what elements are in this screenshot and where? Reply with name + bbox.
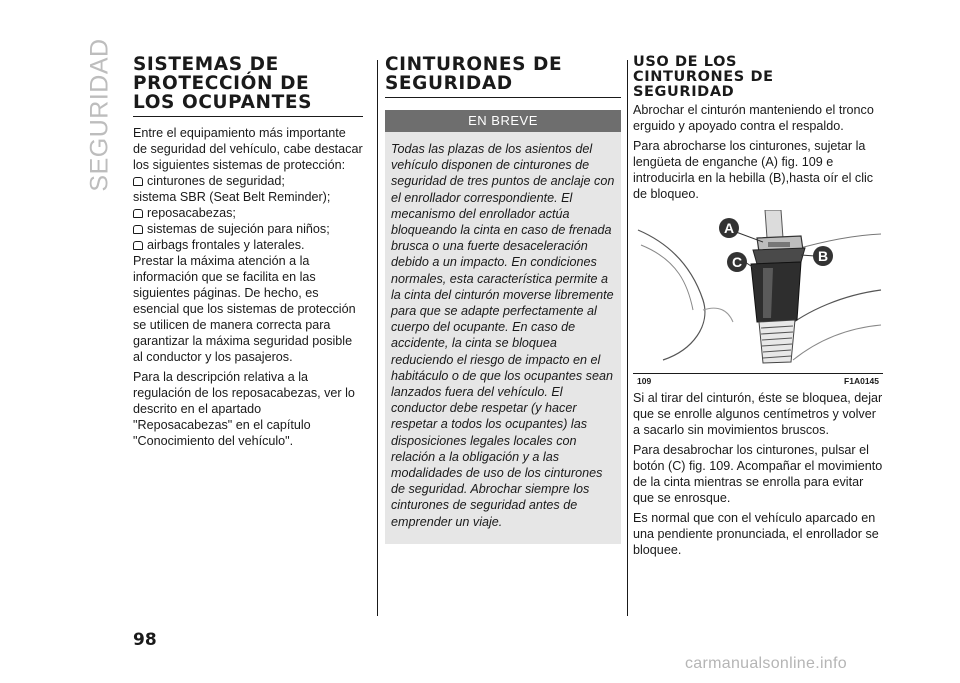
seatbelt-bullet-icon <box>133 225 143 234</box>
seatbelt-bullet-icon <box>133 241 143 250</box>
heading-protection-systems <box>133 55 363 117</box>
list-item-text: cinturones de seguridad; <box>147 174 285 188</box>
column-protection-systems <box>133 55 363 453</box>
section-side-tab <box>84 38 116 192</box>
seatbelt-bullet-icon <box>133 177 143 186</box>
heading-line-1: USO DE LOS <box>633 54 738 70</box>
slope-paragraph: Es normal que con el vehículo aparcado en una pendiente pronunciada, el enrollador se bloquee. <box>633 511 879 557</box>
belt-lock-paragraph: Si al tirar del cinturón, éste se bloquea, dejar que se enrolle algunos centímetros y volver a sacarlo sin movimientos bruscos. <box>633 391 883 437</box>
watermark: carmanualsonline.info <box>685 655 847 672</box>
callout-b: B <box>817 248 829 264</box>
heading-line-1: SISTEMAS DE <box>133 54 279 75</box>
heading-seatbelt-use <box>633 55 883 102</box>
column-seatbelts <box>385 55 621 544</box>
list-item-text: airbags frontales y laterales. <box>147 238 305 252</box>
heading-line-2: CINTURONES DE <box>633 69 774 85</box>
figure-caption <box>633 373 883 386</box>
list-item-text: sistema SBR (Seat Belt Reminder); <box>133 190 331 204</box>
in-brief-text: Todas las plazas de los asientos del vehículo disponen de cinturones de seguridad de tres puntos de anclaje con el enrollador correspondiente. El mecanismo del enrollador actúa bloqueando la cinta en caso de frenada brusca o una fuerte desaceleración debido a un impacto. En condiciones normales, esta característica permite a la cinta del cinturón moverse libremente para que se adapte perfectamente al cuerpo del ocupante. En caso de accidente, la cinta se bloquea reduciendo el riesgo de impacto en el habitáculo o de que los ocupantes sean lanzados fuera del vehículo. El conductor debe respetar (y hacer respetar a todos los ocupantes) las disposiciones legales locales con relación a la obligación y a las modalidades de uso de los cinturones de seguridad. Abrochar siempre los cinturones de seguridad antes de emprender un viaje. <box>391 142 615 529</box>
list-item-text: sistemas de sujeción para niños; <box>147 222 330 236</box>
figure-number: 109 <box>637 376 652 386</box>
in-brief-box <box>385 132 621 544</box>
protection-systems-list <box>133 173 363 253</box>
list-item <box>133 205 363 221</box>
column-divider <box>627 60 628 616</box>
fasten-paragraph: Abrochar el cinturón manteniendo el tronco erguido y apoyado contra el respaldo. <box>633 103 874 133</box>
list-item <box>133 221 363 237</box>
heading-line-1: CINTURONES DE <box>385 54 563 75</box>
intro-paragraph: Entre el equipamiento más importante de seguridad del vehículo, cabe destacar los siguientes sistemas de protección: <box>133 126 363 172</box>
unfasten-paragraph: Para desabrochar los cinturones, pulsar el botón (C) fig. 109. Acompañar el movimiento de la cinta mientras se enrolla para evitar que se enrosque. <box>633 443 883 505</box>
section-side-tab-label: SEGURIDAD <box>85 38 114 192</box>
buckle-paragraph: Para abrocharse los cinturones, sujetar la lengüeta de enganche (A) fig. 109 e introducirla en la hebilla (B),hasta oír el clic de bloqueo. <box>633 139 874 201</box>
list-item-continuation <box>133 189 363 205</box>
column-seatbelt-use <box>633 55 883 562</box>
callout-a: A <box>723 220 735 236</box>
callout-c: C <box>731 254 743 270</box>
in-brief-bar: EN BREVE <box>385 110 621 132</box>
page-number: 98 <box>133 630 157 650</box>
figure-code: F1A0145 <box>844 376 879 386</box>
seatbelt-bullet-icon <box>133 209 143 218</box>
heading-line-2: PROTECCIÓN DE <box>133 73 310 94</box>
heading-seatbelts <box>385 55 621 98</box>
heading-line-3: SEGURIDAD <box>633 84 735 100</box>
list-item <box>133 237 363 253</box>
headrest-reference-paragraph: Para la descripción relativa a la regulación de los reposacabezas, ver lo descrito en el apartado "Reposacabezas" en el capítulo "Conocimiento del vehículo". <box>133 370 355 448</box>
heading-line-3: LOS OCUPANTES <box>133 92 312 113</box>
list-item <box>133 173 363 189</box>
list-item-text: reposacabezas; <box>147 206 236 220</box>
seatbelt-buckle-illustration <box>633 210 883 368</box>
heading-line-2: SEGURIDAD <box>385 73 513 94</box>
attention-paragraph: Prestar la máxima atención a la información que se facilita en las siguientes páginas. De hecho, es esencial que los sistemas de protección se utilicen de manera correcta para garantizar la máxima seguridad posible al conductor y los pasajeros. <box>133 254 356 364</box>
figure-109 <box>633 210 883 386</box>
column-divider <box>377 60 378 616</box>
